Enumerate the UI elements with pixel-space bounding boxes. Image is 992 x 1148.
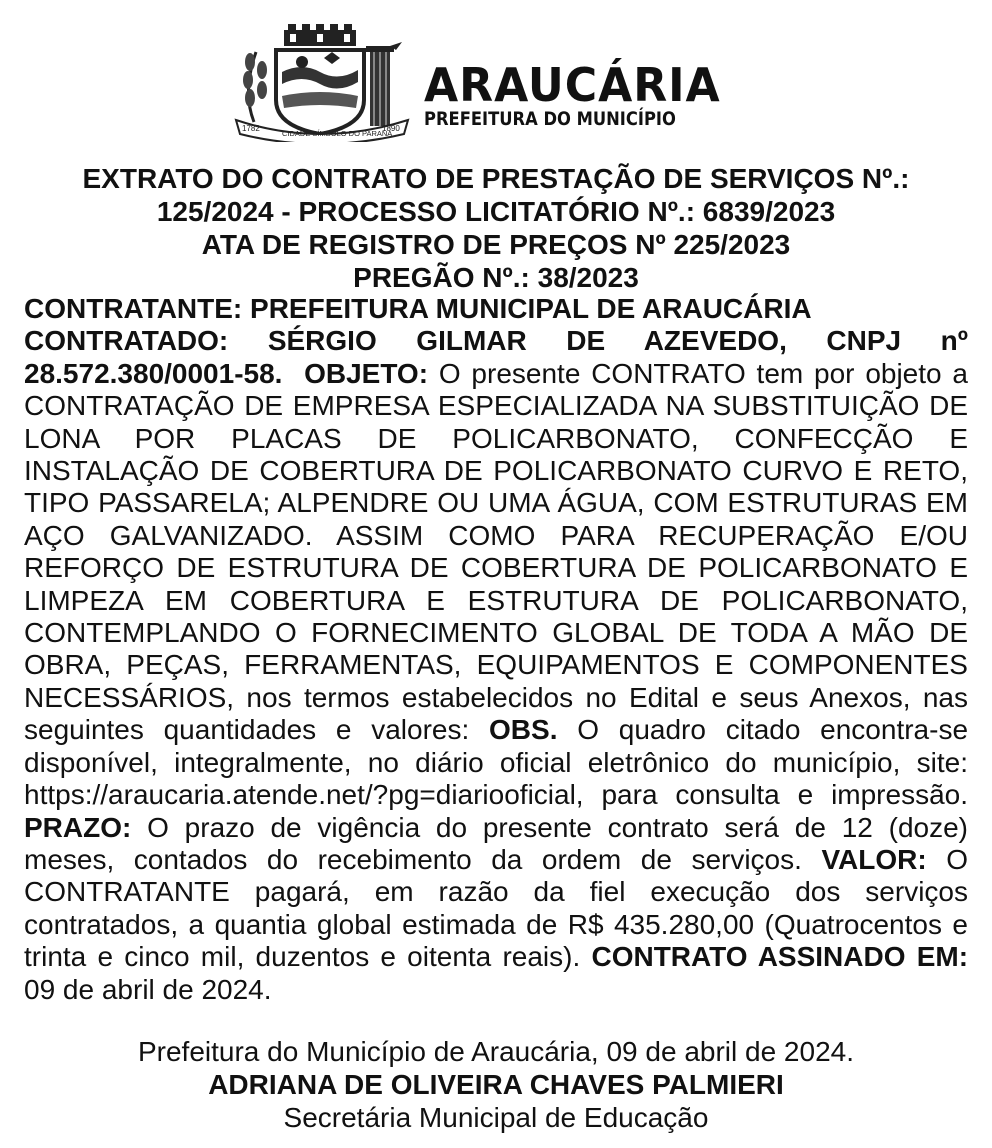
title-line-1: EXTRATO DO CONTRATO DE PRESTAÇÃO DE SERVIÇOS Nº.:	[82, 163, 910, 194]
crest-year-left: 1782	[242, 124, 260, 133]
prazo-label: PRAZO:	[24, 811, 132, 843]
crest-year-right: 1890	[382, 124, 400, 133]
title-line-3: ATA DE REGISTRO DE PREÇOS Nº 225/2023	[201, 229, 791, 260]
signature-block	[24, 1035, 968, 1134]
document-titles	[24, 162, 968, 294]
valor-text: O CONTRATANTE pagará, em razão da fiel execução dos serviços contratados, a quantia global estimada de R$ 435.280,00 (Quatrocentos e trinta e cinco mil, duzentos e oitenta reais).	[24, 843, 969, 973]
valor-label: VALOR:	[821, 843, 927, 875]
municipal-crest-icon	[232, 22, 412, 142]
contratado: CONTRATADO: SÉRGIO GILMAR DE AZEVEDO, CNPJ nº 28.572.380/0001-58.	[24, 325, 968, 389]
brand-subtitle: PREFEITURA DO MUNICÍPIO	[424, 108, 676, 130]
header	[0, 22, 992, 142]
brand-name: ARAUCÁRIA	[424, 58, 721, 112]
prazo-text: O prazo de vigência do presente contrato será de 12 (doze) meses, contados do recebimento da ordem de serviços.	[24, 811, 968, 875]
brand	[424, 58, 733, 130]
contract-body	[24, 293, 968, 1006]
crest-motto: CIDADE SÍMBOLO DO PARANÁ	[282, 129, 393, 138]
place-date: Prefeitura do Município de Araucária, 09 de abril de 2024.	[137, 1036, 854, 1067]
obs-label: OBS.	[489, 714, 558, 746]
objeto-label: OBJETO:	[304, 357, 429, 389]
objeto-text: O presente CONTRATO tem por objeto a CONTRATAÇÃO DE EMPRESA ESPECIALIZADA NA SUBSTITUIÇÃO DE LONA POR PLACAS DE POLICARBONATO, CONFECÇÃO E INSTALAÇÃO DE COBERTURA DE POLICARBONATO CURVO E RETO, TIPO PASSARELA; ALPENDRE OU UMA ÁGUA, COM ESTRUTURAS EM AÇO GALVANIZADO. ASSIM COMO PARA RECUPERAÇÃO E/OU REFORÇO DE ESTRUTURA DE COBERTURA DE POLICARBONATO E LIMPEZA EM COBERTURA E ESTRUTURA DE POLICARBONATO, CONTEMPLANDO O FORNECIMENTO GLOBAL DE TODA A MÃO DE OBRA, PEÇAS, FERRAMENTAS, EQUIPAMENTOS E COMPONENTES NECESSÁRIOS, nos termos estabelecidos no Edital e seus Anexos, nas seguintes quantidades e valores:	[24, 357, 968, 746]
assinado-date: 09 de abril de 2024.	[24, 973, 272, 1005]
assinado-label: CONTRATO ASSINADO EM:	[591, 941, 969, 973]
signer-name: ADRIANA DE OLIVEIRA CHAVES PALMIERI	[208, 1069, 784, 1100]
title-line-4: PREGÃO Nº.: 38/2023	[353, 262, 639, 293]
obs-text: O quadro citado encontra-se disponível, integralmente, no diário oficial eletrônico do município, site: https://araucaria.atende.net/?pg=diariooficial, para consulta e impressão.	[24, 714, 969, 811]
signer-role: Secretária Municipal de Educação	[283, 1102, 709, 1133]
title-line-2: 125/2024 - PROCESSO LICITATÓRIO Nº.: 6839/2023	[156, 196, 836, 227]
contratante: CONTRATANTE: PREFEITURA MUNICIPAL DE ARAUCÁRIA	[24, 293, 812, 324]
